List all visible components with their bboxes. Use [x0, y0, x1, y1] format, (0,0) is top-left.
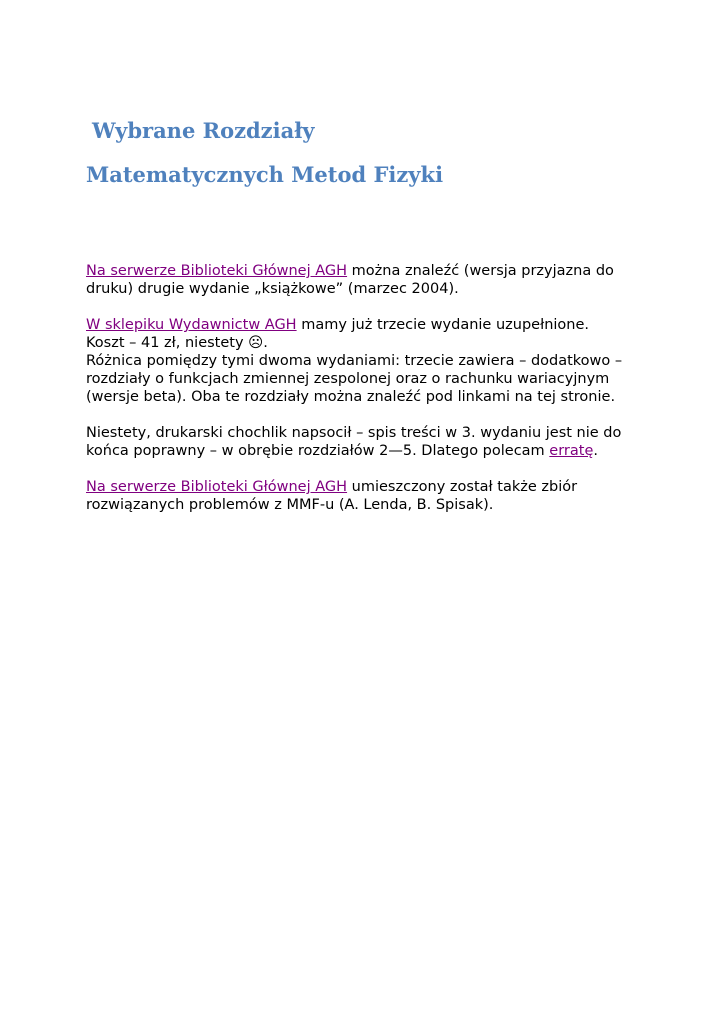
- document-title-line2: Matematycznych Metod Fizyki: [86, 162, 444, 187]
- paragraph2-text1: mamy już trzecie wydanie uzupełnione.: [296, 317, 590, 333]
- paragraph4-text: umieszczony został także zbiór rozwiązanych problemów z MMF-u (A. Lenda, B. Spisak).: [86, 479, 578, 513]
- paragraph1-text: można znaleźć (wersja przyjazna do druku) drugie wydanie „książkowe” (marzec 2004).: [86, 263, 614, 297]
- paragraph3-text: Niestety, drukarski chochlik napsocił – spis treści w 3. wydaniu jest nie do końca poprawny – w obrębie rozdziałów 2—5. Dlatego polecam: [86, 425, 622, 459]
- paragraph-erratum: [86, 424, 646, 460]
- document-title-line1: Wybrane Rozdziały: [92, 118, 315, 143]
- paragraph3-end: .: [593, 443, 598, 459]
- erratum-link[interactable]: erratę: [549, 443, 594, 459]
- price-text: Koszt – 41 zł, niestety ☹.: [86, 335, 268, 351]
- library-link[interactable]: Na serwerze Biblioteki Głównej AGH: [86, 263, 348, 279]
- paragraph-library-second-edition: [86, 262, 646, 298]
- paragraph-problem-collection: [86, 478, 646, 514]
- document-body: [86, 262, 646, 532]
- shop-link[interactable]: W sklepiku Wydawnictw AGH: [86, 317, 297, 333]
- editions-difference-text: Różnica pomiędzy tymi dwoma wydaniami: trzecie zawiera – dodatkowo – rozdziały o funkcjach zmiennej zespolonej oraz o rachunku wariacyjnym (wersje beta). Oba te rozdziały można znaleźć pod linkami na tej stronie.: [86, 353, 623, 405]
- paragraph-shop-third-edition: [86, 316, 646, 406]
- library-link-problems[interactable]: Na serwerze Biblioteki Głównej AGH: [86, 479, 348, 495]
